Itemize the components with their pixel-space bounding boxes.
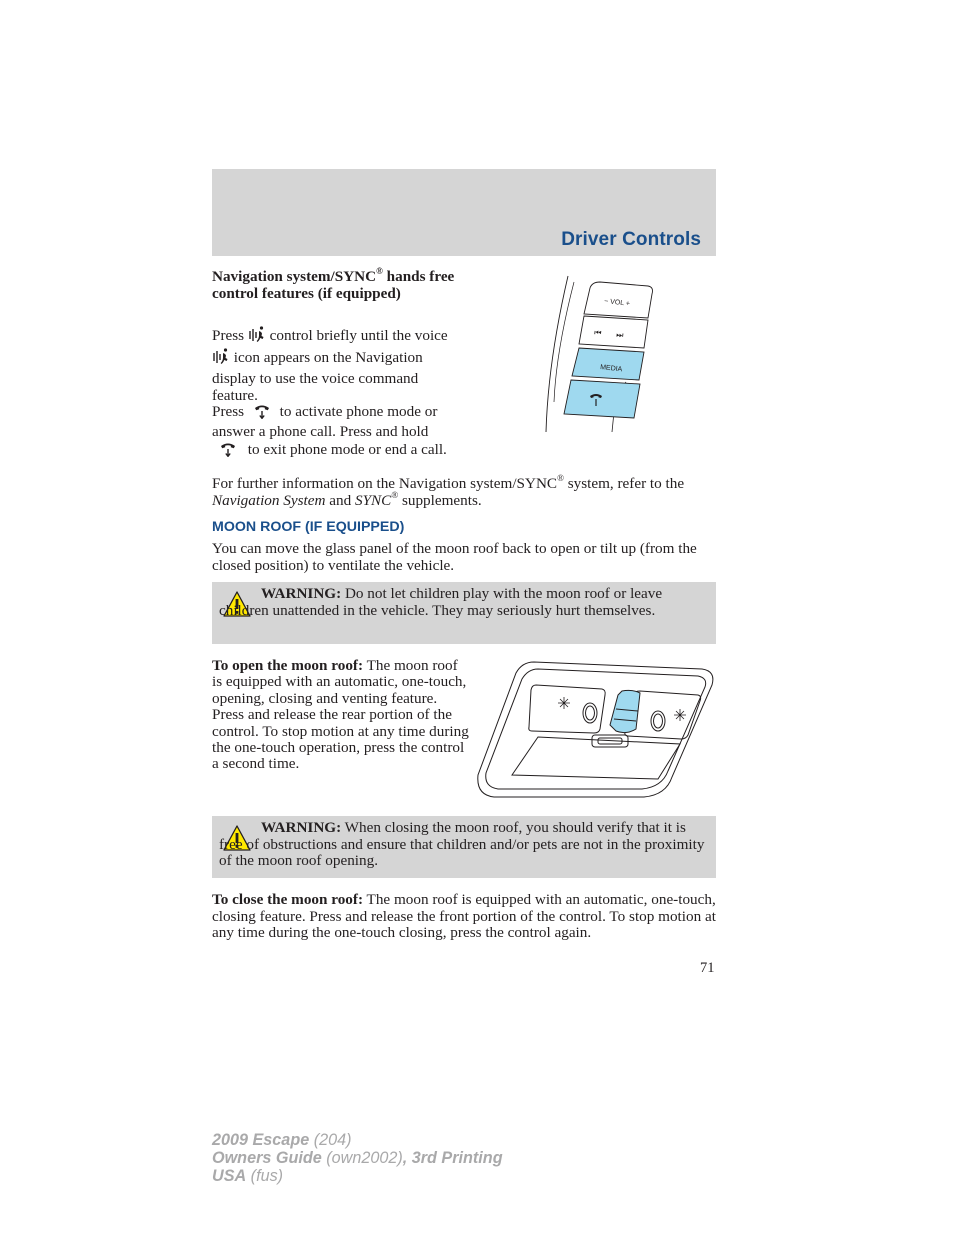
open-text: The moon roof is equipped with an automatic, one-touch, opening, closing and venting feature. Press and release the rear portion of the control. To stop motion at any time during the one-touch operation, press the control a second time.	[212, 657, 469, 773]
section-heading-moon-roof: MOON ROOF (IF EQUIPPED)	[212, 519, 405, 535]
further-info-text-3: supplements.	[398, 491, 482, 509]
open-label: To open the moon roof:	[212, 657, 364, 674]
footer	[212, 1132, 503, 1185]
voice-text-1: Press	[212, 327, 248, 344]
nav-heading-text: Navigation system/SYNC	[212, 268, 377, 285]
footer-guide-code: (own2002)	[321, 1148, 403, 1167]
sync-ref: SYNC	[355, 491, 392, 509]
registered-mark: ®	[391, 489, 399, 500]
page-title: Driver Controls	[561, 229, 701, 250]
media-label: MEDIA	[599, 364, 623, 374]
steering-controls-illustration	[544, 272, 674, 434]
nav-heading-text-2: hands free control features (if equipped)	[212, 268, 455, 302]
further-info-paragraph	[212, 472, 718, 509]
warning-label: WARNING:	[261, 585, 342, 602]
footer-line-1	[212, 1132, 503, 1150]
phone-paragraph	[212, 403, 464, 461]
further-info-text-1: For further information on the Navigation system/SYNC	[212, 475, 558, 492]
footer-line-2	[212, 1150, 503, 1168]
svg-text:− VOL +: − VOL +	[603, 298, 631, 308]
further-info-and: and	[325, 491, 355, 509]
moon-roof-intro: You can move the glass panel of the moon roof back to open or tilt up (from the closed position) to ventilate the vehicle.	[212, 540, 697, 574]
voice-icon	[212, 347, 230, 369]
registered-mark: ®	[376, 265, 383, 276]
voice-paragraph	[212, 325, 467, 404]
phone-icon	[254, 403, 270, 423]
phone-text-3: to exit phone mode or end a call.	[244, 440, 447, 458]
close-label: To close the moon roof:	[212, 891, 364, 908]
footer-model: 2009 Escape	[212, 1131, 310, 1149]
nav-heading	[212, 265, 467, 302]
warning-box	[212, 816, 716, 878]
phone-icon	[220, 441, 236, 461]
warning-body: When closing the moon roof, you should verify that it is free of obstructions and ensure that children and/or pets are not in the proximity of the moon roof opening.	[219, 819, 705, 870]
phone-text-1: Press	[212, 403, 248, 420]
svg-text:⏮: ⏮	[593, 328, 602, 338]
voice-text-2: control briefly until the voice	[265, 327, 448, 344]
footer-printing: , 3rd Printing	[402, 1148, 503, 1167]
further-info-text-2: system, refer to the	[563, 475, 685, 492]
overhead-console-illustration	[472, 659, 720, 802]
header-bar	[212, 169, 716, 256]
phone-text-2: to activate phone mode or answer a phone call. Press and hold	[212, 403, 438, 441]
warning-text	[219, 586, 708, 619]
voice-icon	[248, 325, 266, 347]
open-moon-roof-paragraph	[212, 658, 470, 773]
page-number: 71	[700, 960, 715, 976]
footer-line-3	[212, 1168, 503, 1186]
voice-text-3: icon appears on the Navigation display to use the voice command feature.	[212, 349, 423, 404]
close-text: The moon roof is equipped with an automatic, one-touch, closing feature. Press and release the front portion of the control. To stop motion at any time during the one-touch closing, press the control again.	[212, 891, 716, 942]
navigation-system-ref: Navigation System	[212, 491, 326, 509]
warning-text	[219, 820, 708, 870]
footer-region: USA	[212, 1166, 247, 1185]
footer-region-code: (fus)	[246, 1166, 284, 1185]
registered-mark: ®	[557, 472, 564, 483]
warning-body: Do not let children play with the moon roof or leave children unattended in the vehicle. They may seriously hurt themselves.	[219, 585, 663, 619]
close-moon-roof-paragraph	[212, 892, 718, 942]
warning-box	[212, 582, 716, 644]
svg-text:⏭: ⏭	[615, 330, 624, 340]
footer-guide: Owners Guide	[212, 1148, 322, 1167]
footer-model-code: (204)	[309, 1131, 352, 1149]
warning-label: WARNING:	[261, 819, 342, 836]
